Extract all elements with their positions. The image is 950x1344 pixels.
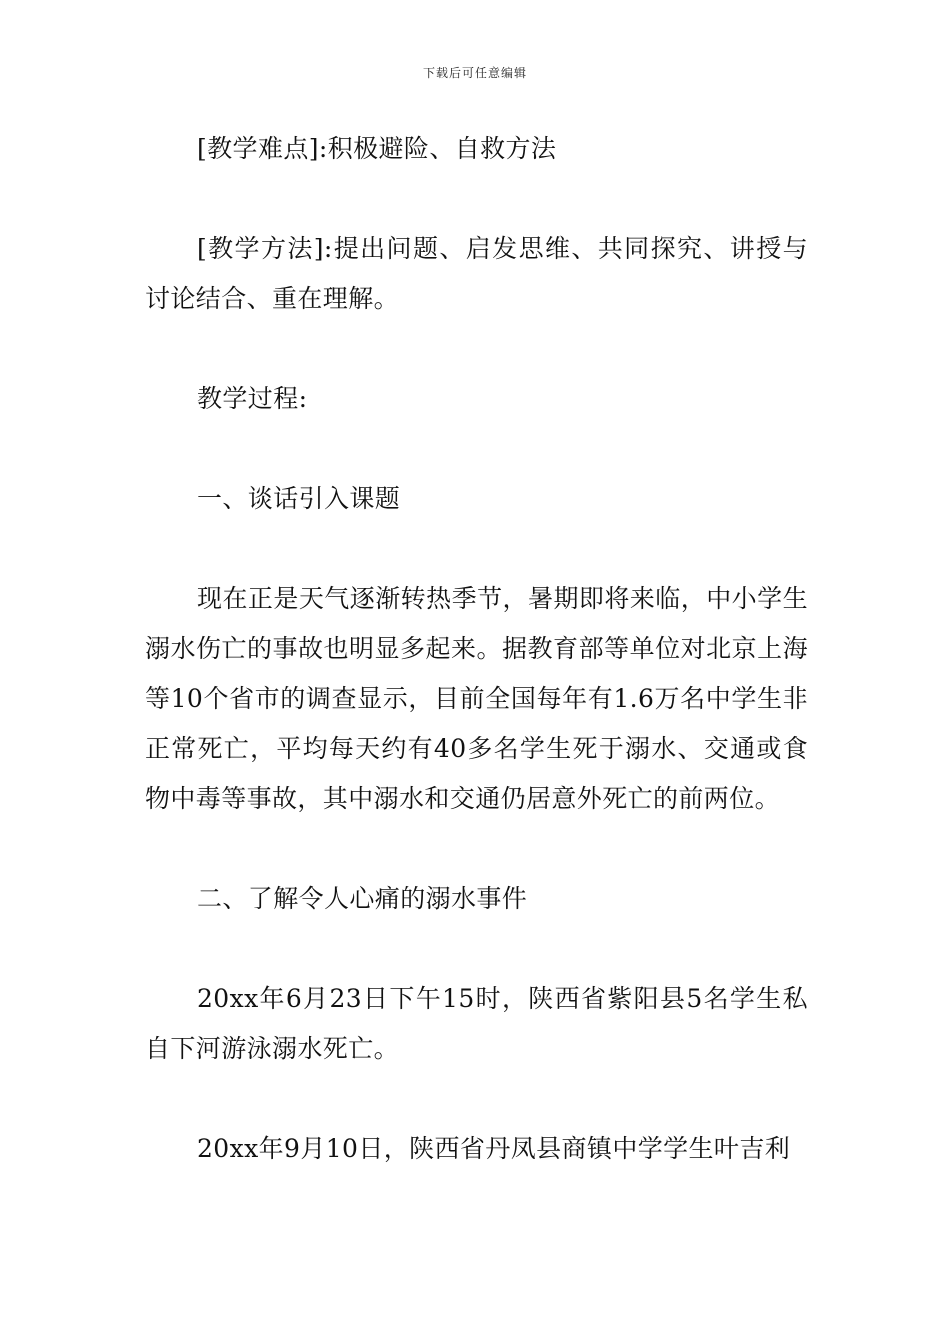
paragraph-statistics: 现在正是天气逐渐转热季节，暑期即将来临，中小学生溺水伤亡的事故也明显多起来。据教育部等单位对北京上海等10个省市的调查显示，目前全国每年有1.6万名中学生非正常死亡，平均每天约有40多名学生死于溺水、交通或食物中毒等事故，其中溺水和交通仍居意外死亡的前两位。 — [145, 584, 808, 813]
paragraph-teaching-difficulty: [教学难点]:积极避险、自救方法 — [197, 134, 557, 163]
paragraph-incident-1: 20xx年6月23日下午15时，陕西省紫阳县5名学生私自下河游泳溺水死亡。 — [145, 984, 808, 1063]
paragraph-gap — [145, 524, 808, 574]
section-heading-incidents: 二、了解令人心痛的溺水事件 — [197, 884, 528, 913]
section-heading-intro: 一、谈话引入课题 — [197, 484, 401, 513]
paragraph-gap — [145, 174, 808, 224]
paragraph-gap — [145, 324, 808, 374]
document-body — [145, 124, 808, 1174]
paragraph-gap — [145, 924, 808, 974]
page-header: 下载后可任意编辑 — [422, 66, 527, 80]
paragraph-gap — [145, 424, 808, 474]
paragraph-incident-2: 20xx年9月10日，陕西省丹凤县商镇中学学生叶吉利 — [197, 1134, 791, 1163]
paragraph-teaching-process: 教学过程: — [197, 384, 308, 413]
paragraph-gap — [145, 1074, 808, 1124]
paragraph-gap — [145, 824, 808, 874]
paragraph-teaching-method: [教学方法]:提出问题、启发思维、共同探究、讲授与讨论结合、重在理解。 — [145, 234, 808, 313]
